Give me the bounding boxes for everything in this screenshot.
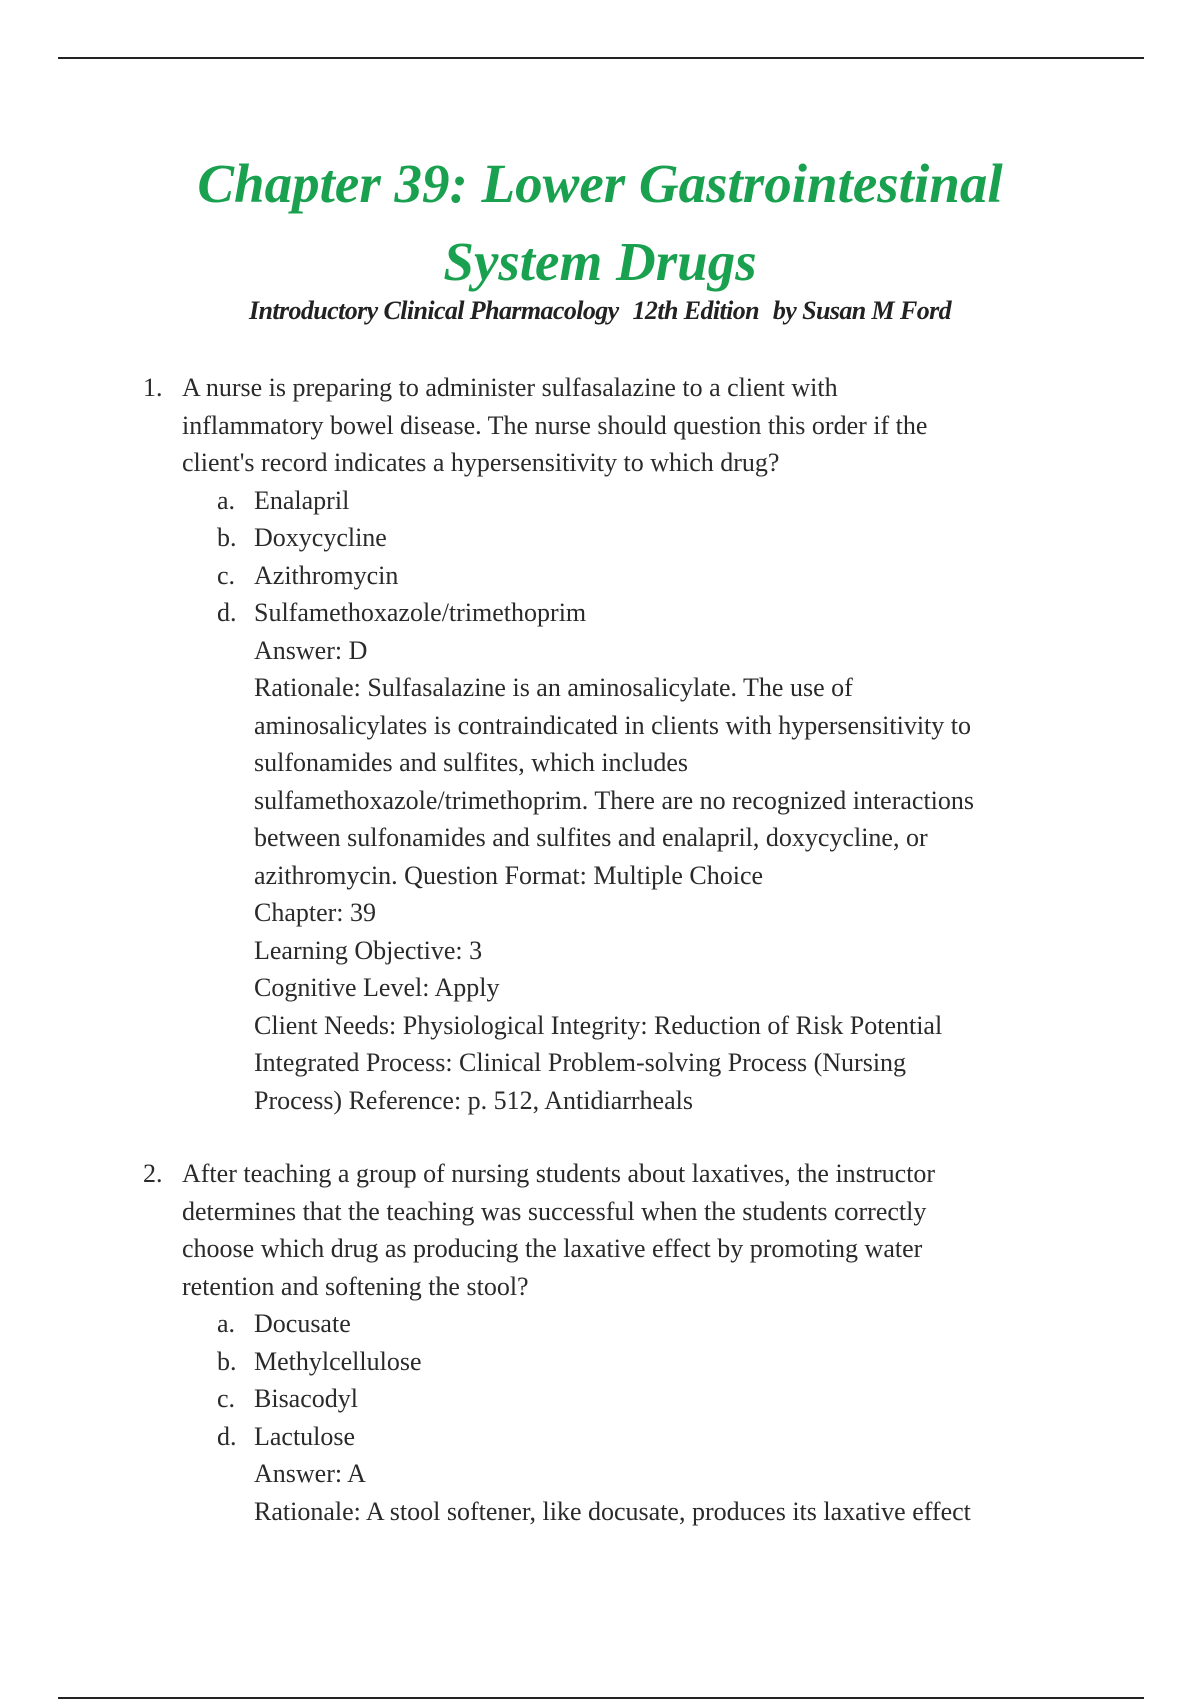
question-number: 2.	[143, 1159, 163, 1188]
chapter-title	[0, 145, 1200, 301]
book-name: Introductory Clinical Pharmacology	[248, 296, 619, 325]
option-letter: d.	[217, 1421, 237, 1451]
option-letter: b.	[217, 1346, 237, 1376]
answer-details	[254, 1455, 1114, 1530]
option-letter: c.	[217, 1384, 236, 1413]
stem-line: A nurse is preparing to administer sulfasalazine to a client with	[182, 373, 838, 402]
top-rule	[58, 57, 1144, 59]
client-needs-line: Client Needs: Physiological Integrity: Reduction of Risk Potential	[254, 1010, 943, 1040]
rationale-line: sulfonamides and sulfites, which includes	[254, 748, 688, 777]
objective-line: Learning Objective: 3	[254, 935, 483, 965]
option-text: Sulfamethoxazole/trimethoprim	[254, 598, 587, 627]
option-d	[217, 594, 586, 632]
rationale-line: sulfamethoxazole/trimethoprim. There are no recognized interactions	[254, 785, 975, 815]
option-text: Enalapril	[254, 485, 350, 515]
book-subtitle	[0, 293, 1200, 329]
option-letter: b.	[217, 523, 237, 552]
stem-line: choose which drug as producing the laxative effect by promoting water	[182, 1234, 923, 1263]
rationale-line: Rationale: Sulfasalazine is an aminosalicylate. The use of	[254, 673, 853, 702]
question-stem	[182, 1155, 1062, 1305]
rationale-line: azithromycin. Question Format: Multiple Choice	[254, 860, 764, 890]
option-text: Doxycycline	[254, 523, 387, 552]
title-line: Chapter 39: Lower Gastrointestinal	[197, 153, 1003, 214]
option-text: Methylcellulose	[254, 1346, 422, 1376]
rationale-line: Rationale: A stool softener, like docusate, produces its laxative effect	[254, 1496, 971, 1526]
reference-line: Process) Reference: p. 512, Antidiarrheals	[254, 1085, 693, 1115]
book-edition: 12th Edition	[632, 296, 759, 325]
option-text: Docusate	[254, 1309, 351, 1338]
option-letter: d.	[217, 598, 237, 627]
title-line: System Drugs	[443, 231, 757, 292]
option-a	[217, 1305, 351, 1343]
option-a	[217, 482, 349, 520]
option-text: Bisacodyl	[254, 1384, 358, 1413]
stem-line: retention and softening the stool?	[182, 1271, 529, 1301]
option-text: Azithromycin	[254, 560, 399, 590]
answer-line: Answer: D	[254, 635, 368, 665]
cognitive-level-line: Cognitive Level: Apply	[254, 973, 500, 1002]
stem-line: inflammatory bowel disease. The nurse should question this order if the	[182, 410, 928, 440]
question-stem	[182, 369, 1062, 482]
option-b	[217, 1343, 422, 1381]
rationale-line: between sulfonamides and sulfites and enalapril, doxycycline, or	[254, 823, 928, 852]
option-letter: a.	[217, 485, 236, 515]
option-letter: c.	[217, 560, 236, 590]
chapter-line: Chapter: 39	[254, 898, 377, 927]
option-c	[217, 557, 398, 595]
option-d	[217, 1418, 355, 1456]
stem-line: client's record indicates a hypersensitivity to which drug?	[182, 448, 780, 477]
process-line: Integrated Process: Clinical Problem-solving Process (Nursing	[254, 1048, 907, 1077]
option-c	[217, 1380, 358, 1418]
stem-line: After teaching a group of nursing students about laxatives, the instructor	[182, 1159, 936, 1188]
answer-line: Answer: A	[254, 1459, 366, 1488]
option-b	[217, 519, 387, 557]
book-author: by Susan M Ford	[772, 296, 952, 325]
rationale-line: aminosalicylates is contraindicated in clients with hypersensitivity to	[254, 710, 972, 740]
stem-line: determines that the teaching was successful when the students correctly	[182, 1196, 927, 1226]
bottom-rule	[58, 1697, 1144, 1699]
option-letter: a.	[217, 1309, 236, 1338]
option-text: Lactulose	[254, 1421, 356, 1451]
answer-details	[254, 632, 1114, 1120]
question-number: 1.	[143, 373, 163, 402]
